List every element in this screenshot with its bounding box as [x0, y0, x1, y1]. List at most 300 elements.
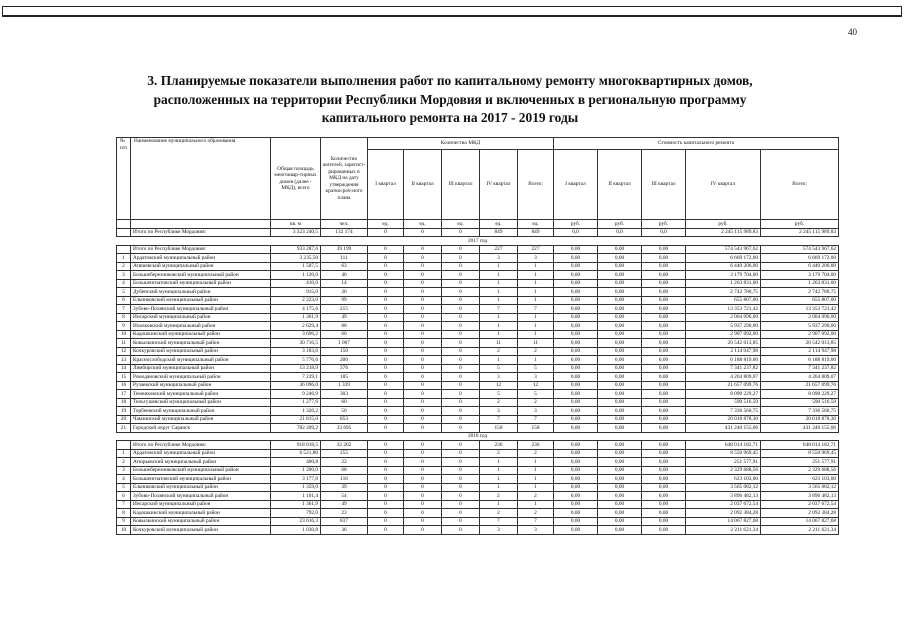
table-row	[117, 398, 839, 407]
cost-q2-cell: 0,00	[598, 381, 642, 390]
mkd-q1-cell: 0	[368, 296, 404, 305]
cost-q2-cell: 0,00	[598, 254, 642, 263]
mkd-q2-cell: 0	[404, 517, 442, 526]
municipality-name-cell: Большеигнатовский муниципальный район	[131, 279, 271, 288]
mkd-q1-cell: 0	[368, 492, 404, 501]
cost-q1-cell: 0,00	[554, 262, 598, 271]
mkd-total-cell: 1	[518, 500, 554, 509]
people-cell: 50	[321, 407, 368, 416]
mkd-q4-cell: 1	[480, 322, 518, 331]
area-cell: 1 200,0	[271, 466, 321, 475]
people-cell: 49	[321, 313, 368, 322]
mkd-total-cell: 3	[518, 254, 554, 263]
area-cell: 1 507,5	[271, 262, 321, 271]
table-body	[117, 228, 839, 534]
cost-total-cell: 7 336 560,75	[761, 407, 839, 416]
mkd-total-cell: 236	[518, 441, 554, 450]
table-row	[117, 373, 839, 382]
mkd-q2-cell: 0	[404, 330, 442, 339]
cost-q3-cell: 0,00	[642, 407, 686, 416]
mkd-q2-cell: 0	[404, 339, 442, 348]
mkd-q4-cell: 1	[480, 271, 518, 280]
mkd-q1-cell: 0	[368, 313, 404, 322]
mkd-q2-cell: 0	[404, 424, 442, 433]
area-cell: 400,8	[271, 458, 321, 467]
cost-q1-cell: 0,00	[554, 475, 598, 484]
people-cell: 111	[321, 254, 368, 263]
cost-q2-cell: 0,00	[598, 347, 642, 356]
cost-q1-cell: 0,00	[554, 245, 598, 254]
mkd-q1-cell: 0	[368, 381, 404, 390]
year-total-row	[117, 245, 839, 254]
cost-q1-cell: 0,00	[554, 381, 598, 390]
row-number-cell	[117, 441, 131, 450]
municipality-name-cell: Итого по Республике Мордовия:	[131, 245, 271, 254]
header-area: Общая площадь многоквар-тирных домов (далее - МКД), всего	[271, 138, 321, 220]
mkd-q4-cell: 5	[480, 364, 518, 373]
people-cell: 39 199	[321, 245, 368, 254]
area-cell: 1 326,2	[271, 407, 321, 416]
mkd-q4-cell: 849	[480, 228, 518, 237]
page-number: 40	[848, 27, 857, 37]
cost-total-cell: 251 577,91	[761, 458, 839, 467]
cost-q1-cell: 0,00	[554, 322, 598, 331]
cost-total-cell: 2 329 688,56	[761, 466, 839, 475]
cost-q4-cell: 8 550 969,45	[686, 449, 761, 458]
mkd-q4-cell: 227	[480, 245, 518, 254]
cost-q3-cell: 0,00	[642, 509, 686, 518]
row-number-cell: 17	[117, 390, 131, 399]
cost-q1-cell: 0,00	[554, 390, 598, 399]
mkd-q3-cell: 0	[442, 305, 480, 314]
row-number-cell: 7	[117, 305, 131, 314]
municipality-name-cell: Кочкуровский муниципальный район	[131, 347, 271, 356]
cost-q2-cell: 0,00	[598, 373, 642, 382]
row-number-cell: 3	[117, 466, 131, 475]
cost-total-cell: 574 543 967,62	[761, 245, 839, 254]
mkd-q3-cell: 0	[442, 449, 480, 458]
row-number-cell: 21	[117, 424, 131, 433]
cost-total-cell: 655 807,00	[761, 296, 839, 305]
area-cell: 13 218,9	[271, 364, 321, 373]
cost-q4-cell: 6 440 206,00	[686, 262, 761, 271]
mkd-total-cell: 1	[518, 458, 554, 467]
mkd-total-cell: 1	[518, 330, 554, 339]
cost-q1-cell: 0,0	[554, 228, 598, 237]
cost-total-cell: 8 550 969,45	[761, 449, 839, 458]
row-number-cell: 11	[117, 339, 131, 348]
municipality-name-cell: Ромодановский муниципальный район	[131, 373, 271, 382]
year-separator-row	[117, 432, 839, 441]
mkd-q1-cell: 0	[368, 500, 404, 509]
mkd-q2-cell: 0	[404, 296, 442, 305]
mkd-total-cell: 1	[518, 356, 554, 365]
mkd-q2-cell: 0	[404, 279, 442, 288]
cost-q4-cell: 623 103,00	[686, 475, 761, 484]
cost-q4-cell: 7 336 560,75	[686, 407, 761, 416]
cost-q1-cell: 0,00	[554, 458, 598, 467]
mkd-q3-cell: 0	[442, 407, 480, 416]
row-number-cell: 1	[117, 449, 131, 458]
table-row	[117, 509, 839, 518]
mkd-q1-cell: 0	[368, 279, 404, 288]
mkd-q1-cell: 0	[368, 245, 404, 254]
cost-q3-cell: 0,00	[642, 313, 686, 322]
mkd-q2-cell: 0	[404, 373, 442, 382]
municipality-name-cell: Теньгушевский муниципальный район	[131, 398, 271, 407]
mkd-q1-cell: 0	[368, 373, 404, 382]
row-number-cell	[117, 245, 131, 254]
mkd-q4-cell: 1	[480, 330, 518, 339]
mkd-q3-cell: 0	[442, 390, 480, 399]
cost-q2-cell: 0,00	[598, 305, 642, 314]
mkd-q2-cell: 0	[404, 271, 442, 280]
mkd-q3-cell: 0	[442, 424, 480, 433]
mkd-q3-cell: 0	[442, 313, 480, 322]
cost-q3-cell: 0,00	[642, 424, 686, 433]
mkd-q2-cell: 0	[404, 254, 442, 263]
table-header	[117, 138, 839, 229]
cost-q2-cell: 0,00	[598, 526, 642, 535]
mkd-q4-cell: 3	[480, 526, 518, 535]
table-row	[117, 305, 839, 314]
area-cell: 1 120,0	[271, 271, 321, 280]
mkd-q2-cell: 0	[404, 509, 442, 518]
unit-rub: руб.	[598, 220, 642, 229]
mkd-q2-cell: 0	[404, 483, 442, 492]
cost-q2-cell: 0,00	[598, 262, 642, 271]
cost-q4-cell: 3 896 482,13	[686, 492, 761, 501]
municipality-name-cell: Ардатовский муниципальный район	[131, 254, 271, 263]
people-cell: 36	[321, 526, 368, 535]
cost-q4-cell: 6 188 819,00	[686, 356, 761, 365]
unit-rub: руб.	[761, 220, 839, 229]
people-cell: 33 695	[321, 424, 368, 433]
row-number-cell: 4	[117, 475, 131, 484]
cost-q4-cell: 20 542 013,85	[686, 339, 761, 348]
header-num: № п/п	[117, 138, 131, 220]
mkd-total-cell: 158	[518, 424, 554, 433]
cost-total-cell: 623 103,00	[761, 475, 839, 484]
area-cell: 782 209,2	[271, 424, 321, 433]
mkd-q3-cell: 0	[442, 254, 480, 263]
cost-q3-cell: 0,00	[642, 364, 686, 373]
mkd-q1-cell: 0	[368, 398, 404, 407]
table-row	[117, 296, 839, 305]
cost-q1-cell: 0,00	[554, 254, 598, 263]
people-cell: 36	[321, 288, 368, 297]
mkd-q4-cell: 3	[480, 407, 518, 416]
cost-q2-cell: 0,00	[598, 500, 642, 509]
cost-q4-cell: 3 179 704,00	[686, 271, 761, 280]
cost-q2-cell: 0,00	[598, 407, 642, 416]
cost-total-cell: 3 179 704,00	[761, 271, 839, 280]
cost-q4-cell: 2 004 096,00	[686, 313, 761, 322]
cost-q4-cell: 5 937 290,00	[686, 322, 761, 331]
row-number-cell: 8	[117, 509, 131, 518]
cost-q3-cell: 0,00	[642, 271, 686, 280]
header-mkd-q2: II квартал	[404, 150, 442, 220]
mkd-q2-cell: 0	[404, 407, 442, 416]
cost-total-cell: 7 341 237,82	[761, 364, 839, 373]
mkd-q2-cell: 0	[404, 415, 442, 424]
cost-total-cell: 6 669 172,00	[761, 254, 839, 263]
cost-total-cell: 590 516,59	[761, 398, 839, 407]
cost-total-cell: 2 245 115 989,83	[761, 228, 839, 237]
people-cell: 88	[321, 322, 368, 331]
cost-q4-cell: 590 516,59	[686, 398, 761, 407]
people-cell: 46	[321, 271, 368, 280]
table-row	[117, 424, 839, 433]
area-cell: 1 361,9	[271, 313, 321, 322]
municipality-name-cell: Краснослободский муниципальный район	[131, 356, 271, 365]
cost-q2-cell: 0,00	[598, 356, 642, 365]
municipality-name-cell: Ичалковский муниципальный район	[131, 322, 271, 331]
mkd-q1-cell: 0	[368, 390, 404, 399]
cost-q4-cell: 20 018 878,30	[686, 415, 761, 424]
municipality-name-cell: Атяшевский муниципальный район	[131, 262, 271, 271]
mkd-q3-cell: 0	[442, 322, 480, 331]
mkd-q1-cell: 0	[368, 288, 404, 297]
mkd-q4-cell: 1	[480, 313, 518, 322]
cost-q1-cell: 0,00	[554, 296, 598, 305]
cost-total-cell: 2 037 672,54	[761, 500, 839, 509]
table-row	[117, 415, 839, 424]
cost-q2-cell: 0,00	[598, 449, 642, 458]
cost-total-cell: 14 067 827,68	[761, 517, 839, 526]
cost-q1-cell: 0,00	[554, 500, 598, 509]
mkd-q3-cell: 0	[442, 475, 480, 484]
mkd-total-cell: 2	[518, 492, 554, 501]
table-row	[117, 500, 839, 509]
unit-mkd: ед.	[480, 220, 518, 229]
table-row	[117, 483, 839, 492]
mkd-q1-cell: 0	[368, 322, 404, 331]
header-cost-q4: IV квартал	[686, 150, 761, 220]
mkd-q4-cell: 1	[480, 466, 518, 475]
mkd-q2-cell: 0	[404, 322, 442, 331]
mkd-total-cell: 7	[518, 305, 554, 314]
mkd-q1-cell: 0	[368, 483, 404, 492]
document-title: 3. Планируемые показатели выполнения работ по капитальному ремонту многоквартирных домов, расположенных на территории Республики Мордовия и включенных в региональную программу капитального ремонта на 2017 - 2019 годы	[147, 73, 753, 125]
cost-q3-cell: 0,0	[642, 228, 686, 237]
mkd-total-cell: 3	[518, 526, 554, 535]
mkd-q3-cell: 0	[442, 279, 480, 288]
cost-q1-cell: 0,00	[554, 313, 598, 322]
cost-q4-cell: 2 037 672,54	[686, 500, 761, 509]
mkd-total-cell: 3	[518, 407, 554, 416]
mkd-q2-cell: 0	[404, 390, 442, 399]
mkd-q4-cell: 2	[480, 492, 518, 501]
cost-total-cell: 2 004 096,00	[761, 313, 839, 322]
mkd-q3-cell: 0	[442, 228, 480, 237]
cost-q4-cell: 2 092 384,28	[686, 509, 761, 518]
cost-q4-cell: 6 669 172,00	[686, 254, 761, 263]
people-cell: 1 007	[321, 339, 368, 348]
area-cell: 3 323 240,5	[271, 228, 321, 237]
mkd-total-cell: 3	[518, 373, 554, 382]
mkd-total-cell: 1	[518, 466, 554, 475]
cost-q2-cell: 0,00	[598, 517, 642, 526]
mkd-q4-cell: 1	[480, 458, 518, 467]
mkd-total-cell: 5	[518, 390, 554, 399]
mkd-total-cell: 1	[518, 271, 554, 280]
mkd-q4-cell: 2	[480, 347, 518, 356]
cost-q3-cell: 0,00	[642, 347, 686, 356]
mkd-q2-cell: 0	[404, 381, 442, 390]
municipality-name-cell: Инсарский муниципальный район	[131, 500, 271, 509]
mkd-q1-cell: 0	[368, 228, 404, 237]
mkd-q2-cell: 0	[404, 500, 442, 509]
cost-total-cell: 3 896 482,13	[761, 492, 839, 501]
people-cell: 303	[321, 390, 368, 399]
municipality-name-cell: Атюрьевский муниципальный район	[131, 458, 271, 467]
cost-q2-cell: 0,00	[598, 492, 642, 501]
cost-q4-cell: 574 543 967,62	[686, 245, 761, 254]
cost-q3-cell: 0,00	[642, 339, 686, 348]
mkd-q2-cell: 0	[404, 245, 442, 254]
municipality-name-cell: Ардатовский муниципальный район	[131, 449, 271, 458]
cost-q2-cell: 0,00	[598, 458, 642, 467]
cost-total-cell: 5 937 290,00	[761, 322, 839, 331]
cost-q2-cell: 0,00	[598, 313, 642, 322]
cost-q1-cell: 0,00	[554, 271, 598, 280]
mkd-q3-cell: 0	[442, 517, 480, 526]
mkd-q1-cell: 0	[368, 458, 404, 467]
table-row	[117, 364, 839, 373]
mkd-q2-cell: 0	[404, 288, 442, 297]
people-cell: 14	[321, 279, 368, 288]
municipality-name-cell: Ельниковский муниципальный район	[131, 483, 271, 492]
cost-total-cell: 431 240 155,06	[761, 424, 839, 433]
mkd-q4-cell: 1	[480, 500, 518, 509]
municipality-name-cell: Городской округ Саранск	[131, 424, 271, 433]
cost-q3-cell: 0,00	[642, 492, 686, 501]
cost-q2-cell: 0,00	[598, 330, 642, 339]
unit-mkd: ед.	[404, 220, 442, 229]
cost-q4-cell: 2 907 092,00	[686, 330, 761, 339]
cost-q3-cell: 0,00	[642, 526, 686, 535]
people-cell: 1 339	[321, 381, 368, 390]
cost-q1-cell: 0,00	[554, 466, 598, 475]
cost-q3-cell: 0,00	[642, 458, 686, 467]
cost-q3-cell: 0,00	[642, 483, 686, 492]
header-cost-q3: III квартал	[642, 150, 686, 220]
table-row	[117, 517, 839, 526]
cost-q2-cell: 0,00	[598, 322, 642, 331]
mkd-q2-cell: 0	[404, 449, 442, 458]
cost-q1-cell: 0,00	[554, 339, 598, 348]
municipality-name-cell: Зубово-Полянский муниципальный район	[131, 305, 271, 314]
mkd-total-cell: 849	[518, 228, 554, 237]
people-cell: 215	[321, 305, 368, 314]
cost-q1-cell: 0,00	[554, 330, 598, 339]
cost-q4-cell: 251 577,91	[686, 458, 761, 467]
table-row	[117, 526, 839, 535]
mkd-q3-cell: 0	[442, 509, 480, 518]
cost-q1-cell: 0,00	[554, 492, 598, 501]
table-row	[117, 347, 839, 356]
mkd-q1-cell: 0	[368, 347, 404, 356]
area-cell: 915,0	[271, 288, 321, 297]
header-mkd-q4: IV квартал	[480, 150, 518, 220]
area-cell: 1 101,4	[271, 492, 321, 501]
cost-q2-cell: 0,00	[598, 483, 642, 492]
mkd-total-cell: 2	[518, 509, 554, 518]
mkd-q1-cell: 0	[368, 305, 404, 314]
cost-q2-cell: 0,00	[598, 398, 642, 407]
municipality-name-cell: Большеберезниковский муниципальный район	[131, 466, 271, 475]
mkd-q3-cell: 0	[442, 288, 480, 297]
cost-q3-cell: 0,00	[642, 415, 686, 424]
mkd-q1-cell: 0	[368, 509, 404, 518]
mkd-q3-cell: 0	[442, 441, 480, 450]
municipality-name-cell: Итого по Республике Мордовия:	[131, 441, 271, 450]
cost-q1-cell: 0,00	[554, 483, 598, 492]
mkd-total-cell: 1	[518, 475, 554, 484]
cost-total-cell: 648 014 182,71	[761, 441, 839, 450]
unit-empty	[117, 220, 131, 229]
cost-total-cell: 6 188 819,00	[761, 356, 839, 365]
row-number-cell: 10	[117, 330, 131, 339]
mkd-q4-cell: 3	[480, 254, 518, 263]
row-number-cell: 9	[117, 322, 131, 331]
table-row	[117, 356, 839, 365]
area-cell: 792,0	[271, 509, 321, 518]
mkd-q4-cell: 2	[480, 398, 518, 407]
mkd-q4-cell: 12	[480, 381, 518, 390]
unit-rub: руб.	[686, 220, 761, 229]
municipality-name-cell: Чамзинский муниципальный район	[131, 415, 271, 424]
header-residents: Количество жителей, зарегист-рированных в МКД на дату утверждения краткосроч-ного плана	[321, 138, 368, 220]
mkd-q2-cell: 0	[404, 347, 442, 356]
row-number-cell: 5	[117, 288, 131, 297]
mkd-total-cell: 2	[518, 347, 554, 356]
cost-q1-cell: 0,00	[554, 373, 598, 382]
cost-q1-cell: 0,00	[554, 356, 598, 365]
cost-q4-cell: 2 245 115 989,83	[686, 228, 761, 237]
mkd-q1-cell: 0	[368, 424, 404, 433]
year-separator-row	[117, 237, 839, 246]
row-number-cell: 18	[117, 398, 131, 407]
mkd-q2-cell: 0	[404, 398, 442, 407]
table-row	[117, 381, 839, 390]
mkd-q3-cell: 0	[442, 483, 480, 492]
cost-q2-cell: 0,00	[598, 415, 642, 424]
cost-q3-cell: 0,00	[642, 262, 686, 271]
table-row	[117, 492, 839, 501]
table-row	[117, 288, 839, 297]
cost-total-cell: 2 114 947,98	[761, 347, 839, 356]
row-number-cell: 9	[117, 517, 131, 526]
area-cell: 918 018,5	[271, 441, 321, 450]
area-cell: 1 361,9	[271, 500, 321, 509]
mkd-total-cell: 5	[518, 364, 554, 373]
mkd-q4-cell: 7	[480, 305, 518, 314]
people-cell: 99	[321, 296, 368, 305]
mkd-q1-cell: 0	[368, 517, 404, 526]
grand-total-row	[117, 228, 839, 237]
mkd-total-cell: 1	[518, 313, 554, 322]
people-cell: 54	[321, 492, 368, 501]
cost-q1-cell: 0,00	[554, 526, 598, 535]
cost-q3-cell: 0,00	[642, 330, 686, 339]
mkd-q4-cell: 1	[480, 356, 518, 365]
table-row	[117, 475, 839, 484]
people-cell: 376	[321, 364, 368, 373]
mkd-q1-cell: 0	[368, 441, 404, 450]
row-number-cell: 15	[117, 373, 131, 382]
